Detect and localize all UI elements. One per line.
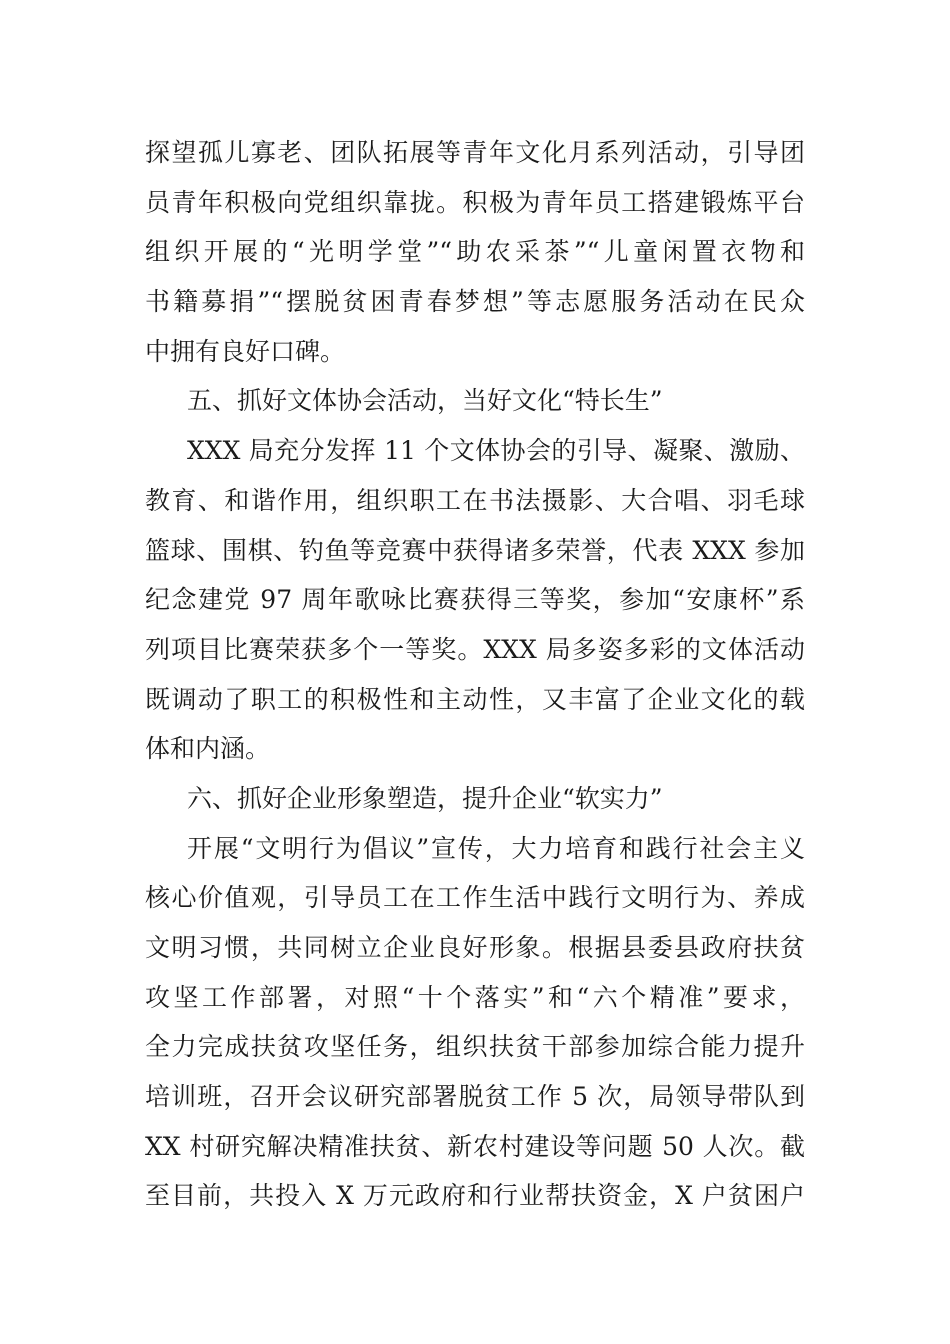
- paragraph-2: [145, 426, 805, 774]
- text-line: 既调动了职工的积极性和主动性，又丰富了企业文化的载: [145, 684, 805, 714]
- text-line: 列项目比赛荣获多个一等奖。XXX 局多姿多彩的文体活动: [145, 634, 805, 664]
- text-line: 教育、和谐作用，组织职工在书法摄影、大合唱、羽毛球: [145, 485, 805, 515]
- text-line: 全力完成扶贫攻坚任务，组织扶贫干部参加综合能力提升: [145, 1032, 805, 1062]
- text-line: 体和内涵。: [145, 734, 271, 764]
- heading-line: 五、抓好文体协会活动，当好文化“特长生”: [187, 386, 663, 416]
- text-line: 篮球、围棋、钓鱼等竞赛中获得诸多荣誉，代表 XXX 参加: [145, 535, 805, 565]
- text-line: 员青年积极向党组织靠拢。积极为青年员工搭建锻炼平台: [145, 187, 805, 217]
- text-line: 探望孤儿寡老、团队拓展等青年文化月系列活动，引导团: [145, 138, 805, 167]
- text-line: 组织开展的“光明学堂”“助农采茶”“儿童闲置衣物和: [145, 237, 805, 267]
- text-line: XX 村研究解决精准扶贫、新农村建设等问题 50 人次。截: [145, 1131, 805, 1161]
- text-line: 纪念建党 97 周年歌咏比赛获得三等奖，参加“安康杯”系: [145, 585, 805, 615]
- section-heading-6: [145, 774, 805, 824]
- text-line: XXX 局充分发挥 11 个文体协会的引导、凝聚、激励、: [187, 436, 805, 466]
- text-line: 至目前，共投入 X 万元政府和行业帮扶资金，X 户贫困户: [145, 1181, 805, 1211]
- text-line: 文明习惯，共同树立企业良好形象。根据县委县政府扶贫: [145, 933, 805, 962]
- text-line: 书籍募捐”“摆脱贫困青春梦想”等志愿服务活动在民众: [145, 287, 805, 317]
- text-line: 开展“文明行为倡议”宣传，大力培育和践行社会主义: [187, 833, 805, 863]
- paragraph-3: [145, 824, 805, 1222]
- section-heading-5: [145, 376, 805, 426]
- heading-line: 六、抓好企业形象塑造，提升企业“软实力”: [187, 783, 663, 813]
- text-line: 培训班，召开会议研究部署脱贫工作 5 次，局领导带队到: [145, 1082, 805, 1112]
- document-body: [145, 128, 805, 1221]
- paragraph-1: [145, 128, 805, 376]
- text-line: 中拥有良好口碑。: [145, 336, 346, 366]
- text-line: 核心价值观，引导员工在工作生活中践行文明行为、养成: [145, 883, 805, 913]
- text-line: 攻坚工作部署，对照“十个落实”和“六个精准”要求，: [145, 982, 805, 1012]
